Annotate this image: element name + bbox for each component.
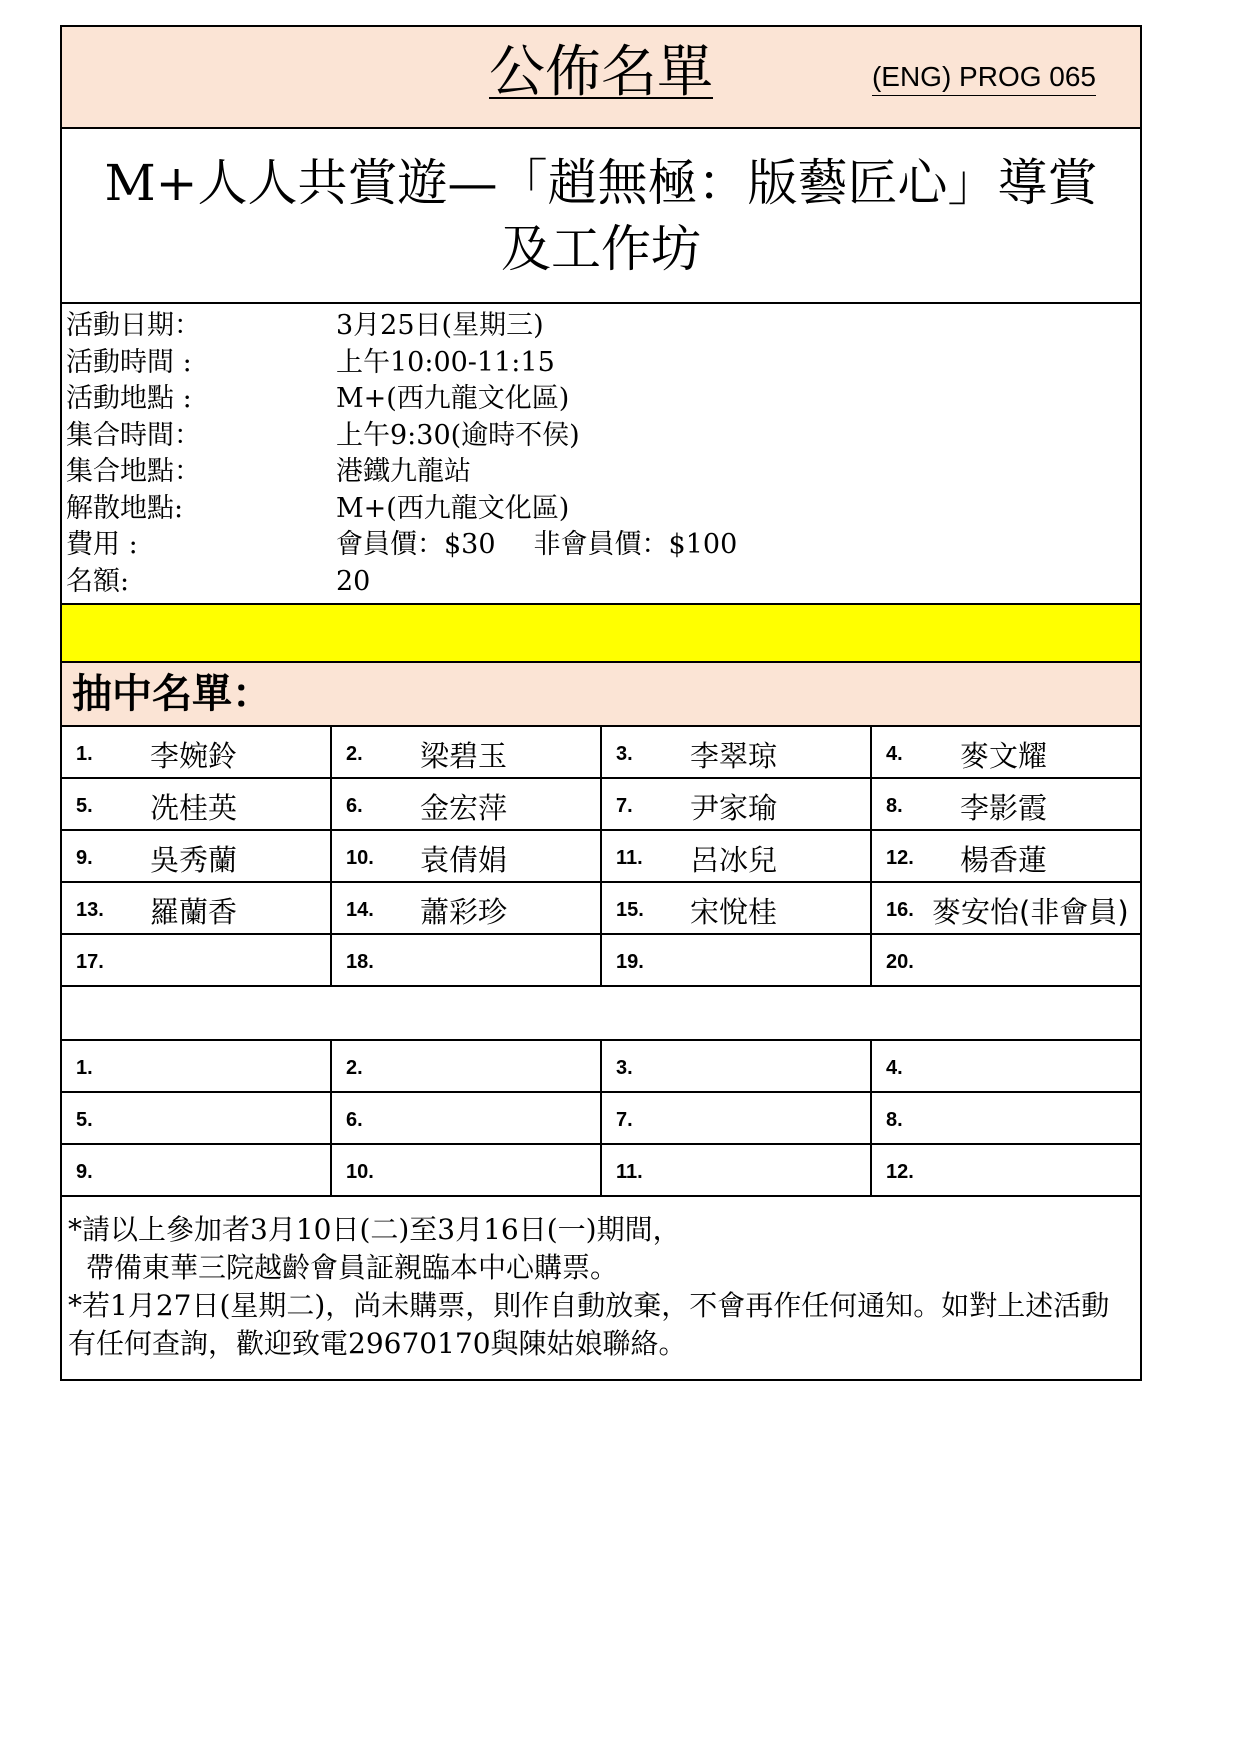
info-label: 集合地點： <box>66 456 201 487</box>
list-cell <box>872 727 1140 779</box>
list-number: 2. <box>346 1057 363 1079</box>
list-number: 3. <box>616 1057 633 1079</box>
list-cell <box>872 831 1140 883</box>
participant-name: 羅蘭香 <box>150 895 238 929</box>
participant-name: 楊香蓮 <box>960 843 1048 877</box>
info-label: 費用 : <box>66 529 138 560</box>
info-label: 活動日期： <box>66 310 201 341</box>
participant-name: 麥文耀 <box>960 739 1048 773</box>
list-cell <box>872 935 1140 987</box>
list-number: 1. <box>76 743 93 765</box>
fee-member: 會員價：$30 <box>336 529 496 560</box>
list-cell <box>62 831 332 883</box>
list-number: 3. <box>616 743 633 765</box>
info-value: M+(西九龍文化區) <box>336 383 570 414</box>
participant-name: 袁倩娟 <box>420 843 508 877</box>
list-cell <box>332 1145 602 1197</box>
info-row-time <box>66 345 1140 382</box>
list-cell <box>872 883 1140 935</box>
list-cell <box>332 727 602 779</box>
list-cell <box>602 727 872 779</box>
program-code: (ENG) PROG 065 <box>872 61 1096 96</box>
info-row-meet-time <box>66 418 1140 455</box>
list-cell <box>602 1145 872 1197</box>
info-value: M+(西九龍文化區) <box>336 492 570 524</box>
info-row-fee <box>66 527 1140 564</box>
list-number: 4. <box>886 743 903 765</box>
event-title-line2: 及工作坊 <box>501 219 701 278</box>
participant-name: 蕭彩珍 <box>420 895 508 929</box>
event-title-line1: M+人人共賞遊—「趙無極：版藝匠心」導賞 <box>104 153 1098 212</box>
list-cell <box>602 1041 872 1093</box>
separator-row <box>62 987 1140 1041</box>
list-number: 19. <box>616 951 644 973</box>
participant-name: 金宏萍 <box>420 791 508 825</box>
info-value: 上午10:00-11:15 <box>336 346 555 378</box>
info-label: 活動時間 : <box>66 346 192 378</box>
info-value: 港鐵九龍站 <box>336 456 471 487</box>
list-cell <box>332 935 602 987</box>
info-row-dismiss-place <box>66 491 1140 528</box>
list-number: 11. <box>616 847 643 869</box>
list-number: 6. <box>346 1109 363 1131</box>
list-cell <box>872 1145 1140 1197</box>
info-value: 20 <box>336 565 371 597</box>
notice-sheet <box>60 25 1142 1381</box>
list-cell <box>62 1145 332 1197</box>
note-line: *請以上參加者3月10日(二)至3月16日(一)期間， <box>68 1213 681 1246</box>
info-row-meet-place <box>66 454 1140 491</box>
list-number: 6. <box>346 795 363 817</box>
list-cell <box>602 779 872 831</box>
list-number: 10. <box>346 847 374 869</box>
list-cell <box>62 935 332 987</box>
participant-name: 梁碧玉 <box>420 739 508 773</box>
participant-name: 麥安怡(非會員) <box>932 895 1129 929</box>
waiting-list-table <box>62 1041 1140 1197</box>
list-cell <box>62 727 332 779</box>
list-cell <box>332 1093 602 1145</box>
list-number: 5. <box>76 1109 93 1131</box>
info-value <box>336 527 1140 564</box>
info-label: 解散地點: <box>66 492 184 524</box>
highlight-bar <box>62 605 1140 663</box>
fee-non-member: 非會員價：$100 <box>533 529 738 560</box>
list-number: 10. <box>346 1161 374 1183</box>
event-info <box>62 304 1140 605</box>
list-number: 8. <box>886 795 903 817</box>
list-number: 17. <box>76 951 104 973</box>
list-number: 1. <box>76 1057 93 1079</box>
participant-name: 李翠琼 <box>690 739 778 773</box>
info-row-date <box>66 308 1140 345</box>
participant-name: 尹家瑜 <box>690 791 778 825</box>
participant-name: 冼桂英 <box>150 791 238 825</box>
list-number: 2. <box>346 743 363 765</box>
list-number: 5. <box>76 795 93 817</box>
info-label: 集合時間： <box>66 419 201 451</box>
list-cell <box>332 1041 602 1093</box>
list-number: 4. <box>886 1057 903 1079</box>
info-label: 活動地點 : <box>66 383 192 414</box>
participant-name: 呂冰兒 <box>690 843 778 877</box>
list-number: 9. <box>76 1161 93 1183</box>
page-title: 公佈名單 <box>489 40 713 105</box>
list-number: 12. <box>886 1161 914 1183</box>
list-number: 14. <box>346 899 374 921</box>
info-value: 3月25日(星期三) <box>336 310 544 341</box>
list-cell <box>872 1093 1140 1145</box>
list-cell <box>872 779 1140 831</box>
note-line: 帶備東華三院越齡會員証親臨本中心購票。 <box>86 1251 619 1284</box>
list-number: 20. <box>886 951 914 973</box>
list-cell <box>332 779 602 831</box>
list-cell <box>332 831 602 883</box>
participant-name: 李影霞 <box>960 791 1048 825</box>
list-number: 7. <box>616 1109 633 1131</box>
list-cell <box>602 883 872 935</box>
list-number: 7. <box>616 795 633 817</box>
list-number: 9. <box>76 847 93 869</box>
list-number: 15. <box>616 899 644 921</box>
info-row-venue <box>66 381 1140 418</box>
notes <box>62 1197 1140 1379</box>
title-band <box>62 27 1140 129</box>
list-cell <box>62 883 332 935</box>
list-number: 12. <box>886 847 914 869</box>
list-number: 11. <box>616 1161 643 1183</box>
note-line: *若1月27日(星期二)，尚未購票，則作自動放棄，不會再作任何通知。如對上述活動有任何查詢，歡迎致電29670170與陳姑娘聯絡。 <box>68 1289 1110 1360</box>
list-cell <box>602 831 872 883</box>
list-number: 13. <box>76 899 104 921</box>
list-cell <box>602 935 872 987</box>
participant-name: 宋悅桂 <box>690 895 778 929</box>
drawn-list-table <box>62 727 1140 987</box>
list-cell <box>62 1093 332 1145</box>
list-cell <box>602 1093 872 1145</box>
list-number: 8. <box>886 1109 903 1131</box>
info-row-quota <box>66 564 1140 601</box>
list-cell <box>62 779 332 831</box>
info-label: 名額: <box>66 565 130 597</box>
list-cell <box>872 1041 1140 1093</box>
event-title <box>62 129 1140 304</box>
info-value: 上午9:30(逾時不侯) <box>336 419 580 451</box>
participant-name: 吳秀蘭 <box>150 843 238 877</box>
list-cell <box>332 883 602 935</box>
list-number: 18. <box>346 951 374 973</box>
list-number: 16. <box>886 899 914 921</box>
participant-name: 李婉鈴 <box>150 739 238 773</box>
drawn-list-heading: 抽中名單： <box>62 663 1140 727</box>
list-cell <box>62 1041 332 1093</box>
